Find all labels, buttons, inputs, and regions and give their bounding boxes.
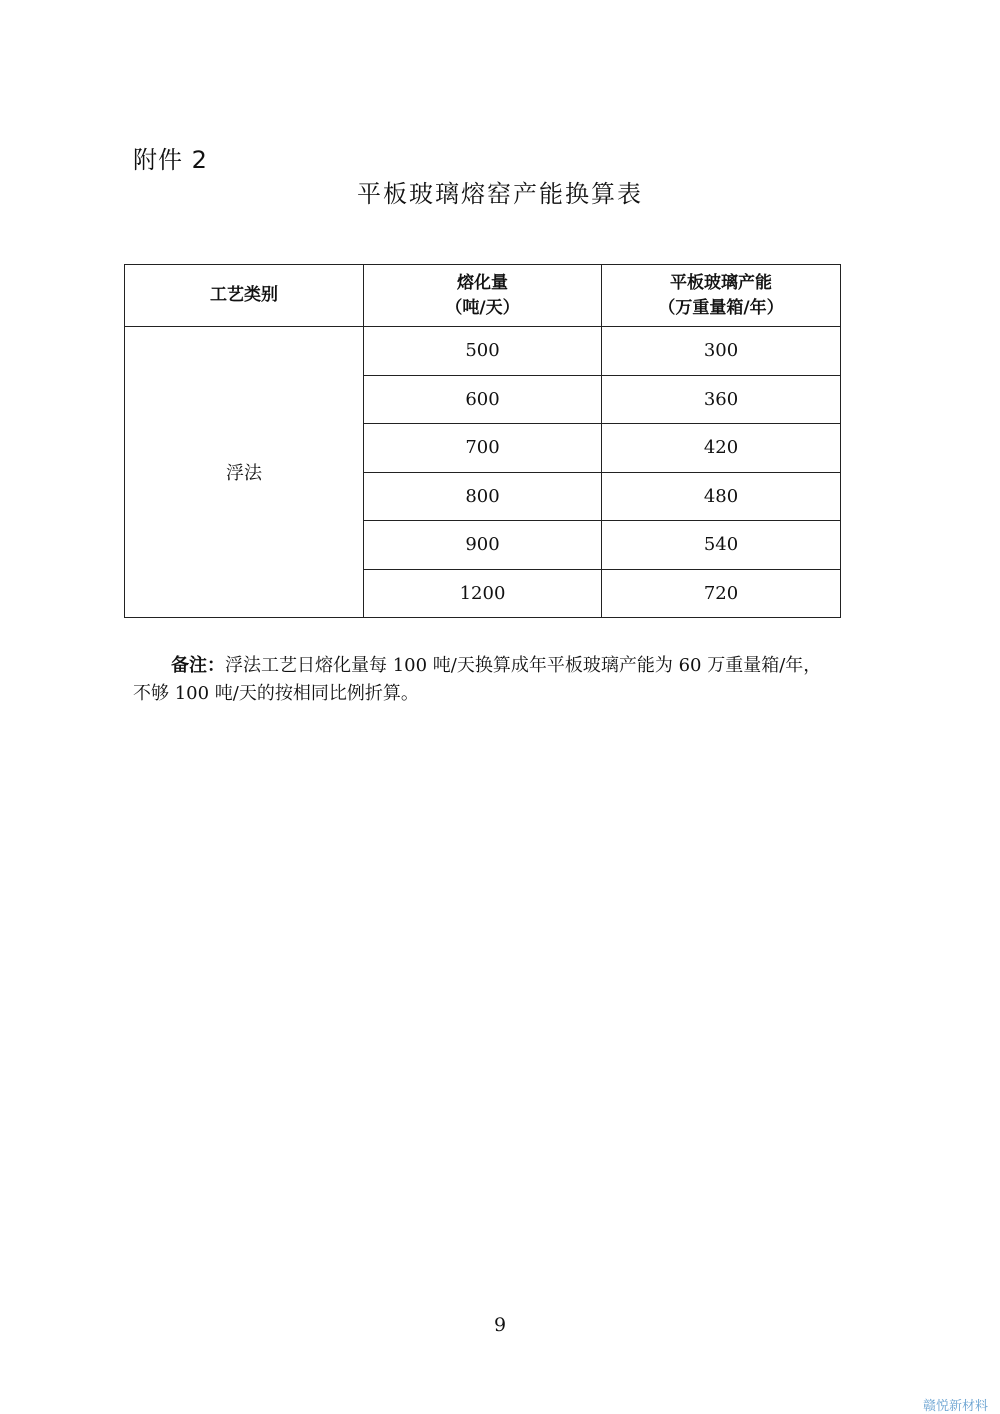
process-type-cell: 浮法 xyxy=(125,327,364,618)
capacity-cell: 360 xyxy=(602,375,841,424)
header-process-type-label: 工艺类别 xyxy=(210,285,278,305)
capacity-cell: 540 xyxy=(602,521,841,570)
header-glass-capacity-unit: （万重量箱/年） xyxy=(658,297,784,318)
table-header-row xyxy=(125,265,841,327)
melt-amount-cell: 800 xyxy=(364,472,602,521)
header-glass-capacity xyxy=(602,265,841,327)
table-row xyxy=(125,327,841,376)
melt-amount-cell: 600 xyxy=(364,375,602,424)
document-title: 平板玻璃熔窑产能换算表 xyxy=(357,180,643,208)
attachment-label: 附件 2 xyxy=(133,146,208,174)
capacity-cell: 300 xyxy=(602,327,841,376)
remark-label: 备注： xyxy=(171,655,225,676)
melt-amount-cell: 1200 xyxy=(364,569,602,618)
capacity-cell: 480 xyxy=(602,472,841,521)
melt-amount-cell: 900 xyxy=(364,521,602,570)
remark-text-1: 浮法工艺日熔化量每 100 吨/天换算成年平板玻璃产能为 60 万重量箱/年， xyxy=(225,655,822,676)
header-glass-capacity-label: 平板玻璃产能 xyxy=(670,272,772,293)
header-melt-amount-label: 熔化量 xyxy=(457,272,508,293)
header-melt-amount-unit: （吨/天） xyxy=(445,297,520,318)
watermark-logo-text: 赣悦新材料 xyxy=(922,1399,988,1414)
capacity-cell: 720 xyxy=(602,569,841,618)
capacity-conversion-table xyxy=(124,264,841,618)
remark-text-2: 不够 100 吨/天的按相同比例折算。 xyxy=(133,683,419,704)
page-number: 9 xyxy=(493,1314,507,1336)
remark-note xyxy=(133,652,873,708)
melt-amount-cell: 500 xyxy=(364,327,602,376)
remark-line-1 xyxy=(133,652,873,680)
melt-amount-cell: 700 xyxy=(364,424,602,473)
capacity-cell: 420 xyxy=(602,424,841,473)
header-process-type xyxy=(125,265,364,327)
header-melt-amount xyxy=(364,265,602,327)
